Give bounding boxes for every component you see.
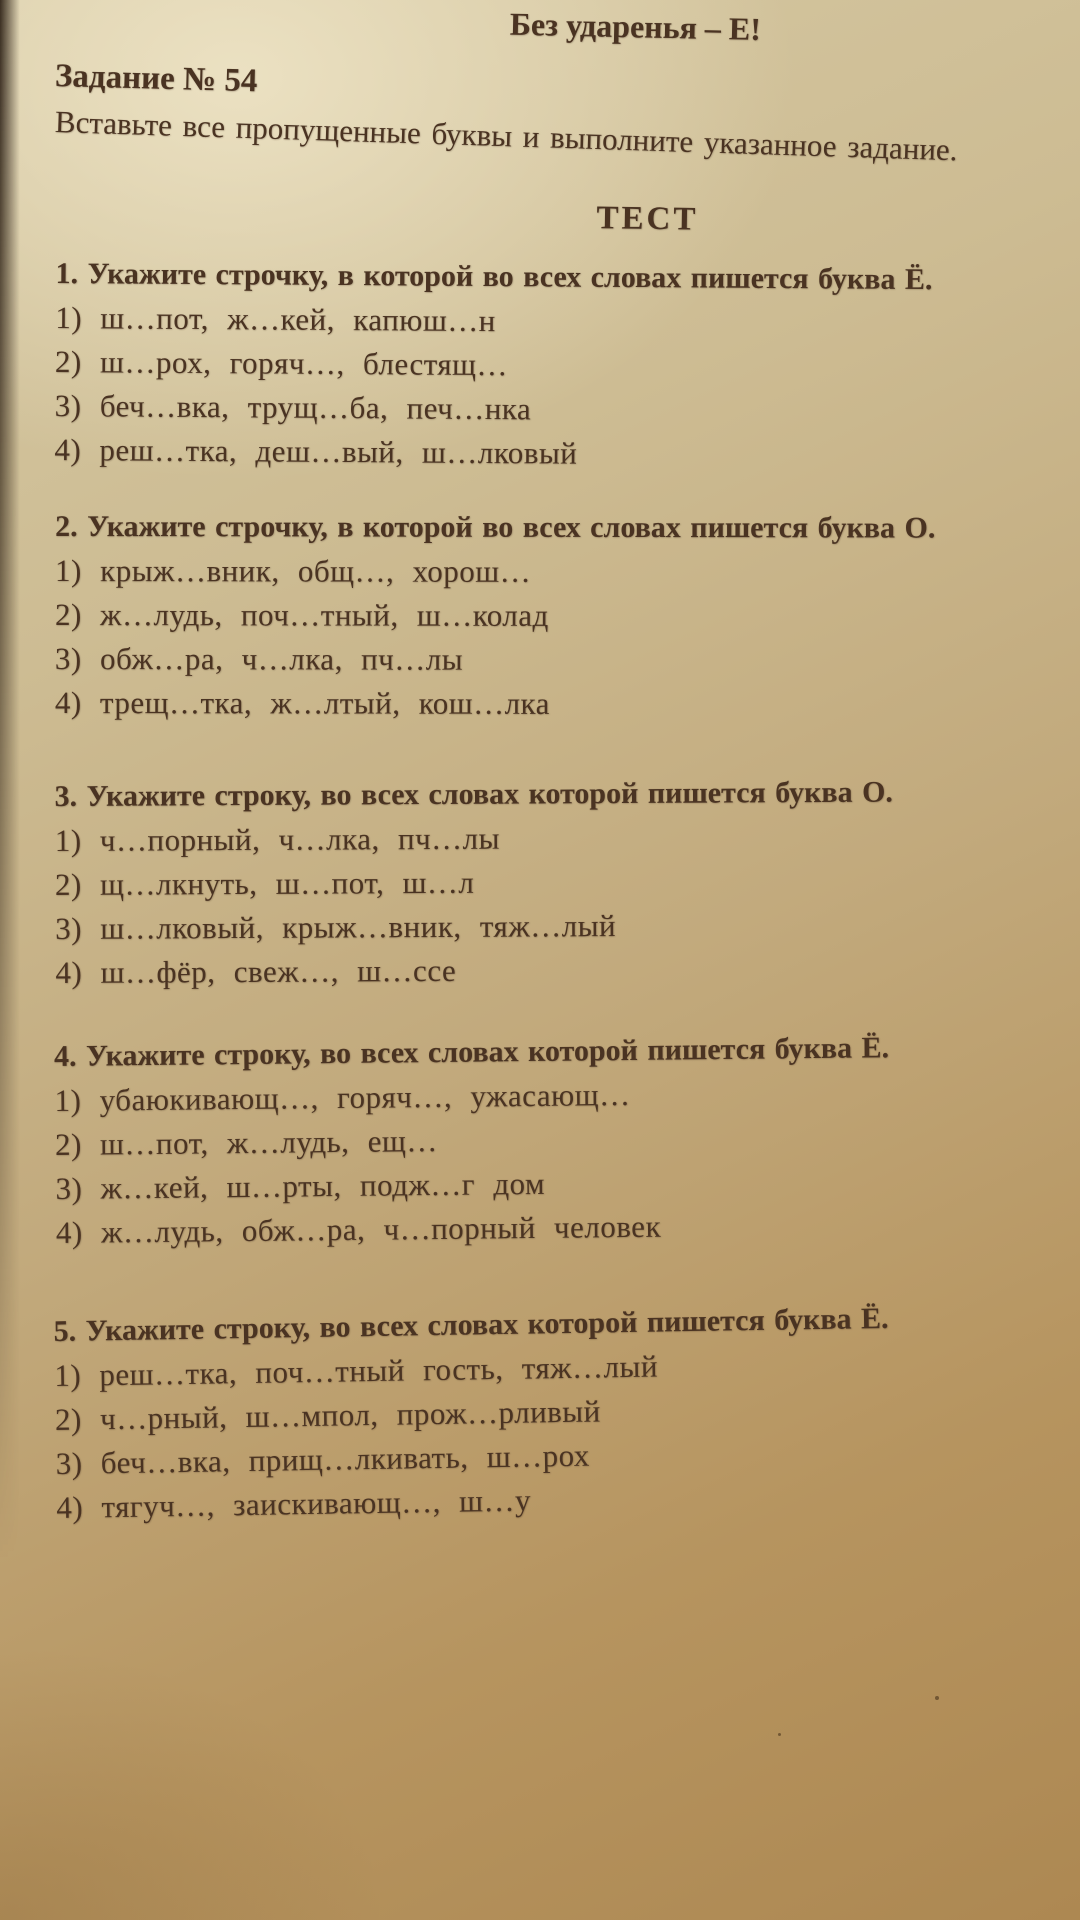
question-3-option-3: 3) ш…лковый, крыж…вник, тяж…лый	[55, 908, 617, 946]
question-1-option-3: 3) беч…вка, трущ…ба, печ…нка	[54, 387, 532, 427]
question-3-heading: 3. Укажите строку, во всех словах которой пишется буква О.	[54, 775, 893, 814]
question-2-option-4: 4) трещ…тка, ж…лтый, кош…лка	[54, 684, 550, 721]
question-2-option-1: 1) крыж…вник, общ…, хорош…	[55, 553, 532, 589]
question-5-heading: 5. Укажите строку, во всех словах которой пишется буква Ё.	[53, 1301, 889, 1349]
question-3-option-4: 4) ш…фёр, свеж…, ш…ссе	[55, 952, 457, 990]
question-1-heading: 1. Укажите строчку, в которой во всех словах пишется буква Ё.	[55, 257, 933, 297]
rule-note: Без ударенья – Е!	[509, 5, 762, 47]
question-2	[55, 505, 1040, 727]
question-4-heading: 4. Укажите строку, во всех словах которой пишется буква Ё.	[53, 1031, 890, 1074]
question-5	[53, 1295, 1041, 1530]
task-instruction: Вставьте все пропущенные буквы и выполните указанное задание.	[54, 104, 959, 168]
page-edge-shadow	[0, 0, 22, 1560]
question-4-option-1: 1) убаюкивающ…, горяч…, ужасающ…	[54, 1076, 631, 1119]
question-1	[54, 252, 1041, 479]
question-1-option-1: 1) ш…пот, ж…кей, капюш…н	[55, 300, 496, 339]
question-4	[54, 1025, 1041, 1255]
test-title: ТЕСТ	[596, 200, 699, 238]
question-2-option-2: 2) ж…лудь, поч…тный, ш…колад	[54, 597, 549, 633]
task-number-label: Задание № 54	[54, 58, 258, 100]
question-5-option-1: 1) реш…тка, поч…тный гость, тяж…лый	[54, 1348, 659, 1394]
question-3-option-1: 1) ч…порный, ч…лка, пч…лы	[54, 820, 501, 859]
page-content	[55, 0, 1040, 1530]
question-3-option-2: 2) щ…лкнуть, ш…пот, ш…л	[54, 864, 475, 902]
question-5-option-3: 3) беч…вка, прищ…лкивать, ш…рох	[55, 1437, 591, 1481]
question-4-option-4: 4) ж…лудь, обж…ра, ч…порный человек	[55, 1208, 662, 1250]
question-5-option-2: 2) ч…рный, ш…мпол, прож…рливый	[54, 1393, 601, 1437]
question-2-heading: 2. Укажите строчку, в которой во всех словах пишется буква О.	[55, 510, 936, 545]
question-5-option-4: 4) тягуч…, заискивающ…, ш…у	[56, 1482, 532, 1525]
question-3	[54, 770, 1040, 995]
question-2-option-3: 3) обж…ра, ч…лка, пч…лы	[54, 640, 464, 677]
question-1-option-2: 2) ш…рох, горяч…, блестящ…	[54, 344, 509, 383]
question-1-option-4: 4) реш…тка, деш…вый, ш…лковый	[54, 431, 578, 471]
paper-speck	[778, 1733, 781, 1736]
paper-speck	[935, 1696, 939, 1700]
question-4-option-2: 2) ш…пот, ж…лудь, ещ…	[54, 1122, 438, 1162]
question-4-option-3: 3) ж…кей, ш…рты, подж…г дом	[55, 1165, 546, 1206]
